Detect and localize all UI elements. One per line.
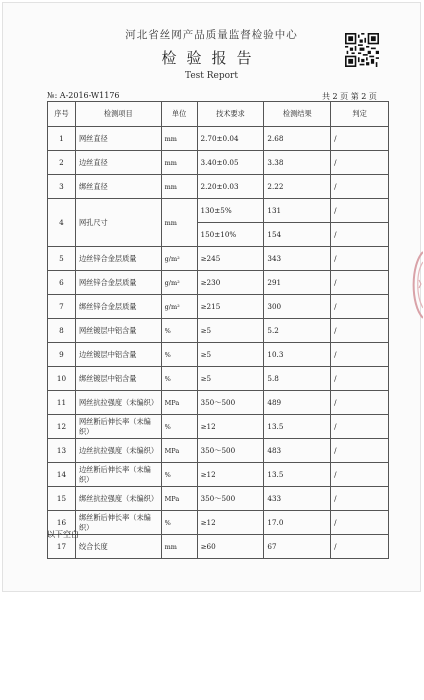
row-judgement: /	[331, 487, 389, 511]
table-row	[48, 175, 389, 199]
row-no: 15	[48, 487, 76, 511]
row-result: 300	[264, 295, 331, 319]
row-item: 网丝镀层中铝含量	[75, 319, 161, 343]
table-row	[48, 391, 389, 415]
table-row	[48, 247, 389, 271]
row-item: 边丝抗拉强度（未编织）	[75, 439, 161, 463]
header-unit: 单位	[161, 102, 197, 127]
table-row	[48, 295, 389, 319]
row-judgement: /	[331, 175, 389, 199]
row-item: 网丝直径	[75, 127, 161, 151]
row-no: 16	[48, 511, 76, 535]
row-unit: g/m²	[161, 271, 197, 295]
row-item: 绑丝直径	[75, 175, 161, 199]
table-row	[48, 343, 389, 367]
row-item: 绑丝抗拉强度（未编织）	[75, 487, 161, 511]
row-judgement: /	[331, 439, 389, 463]
table-row	[48, 463, 389, 487]
row-no: 1	[48, 127, 76, 151]
row-no: 3	[48, 175, 76, 199]
row-item: 边丝直径	[75, 151, 161, 175]
row-result: 10.3	[264, 343, 331, 367]
qr-code-icon	[345, 33, 379, 67]
row-item: 网孔尺寸	[75, 199, 161, 247]
row-unit: mm	[161, 127, 197, 151]
report-title: 检验报告	[161, 49, 262, 67]
row-item: 网丝抗拉强度（未编织）	[75, 391, 161, 415]
row-judgement: /	[331, 247, 389, 271]
row-item: 绑丝镀层中铝含量	[75, 367, 161, 391]
row-no: 11	[48, 391, 76, 415]
row-no: 12	[48, 415, 76, 439]
row-requirement: ≥245	[197, 247, 264, 271]
report-number: №: A-2016-W1176	[47, 91, 120, 100]
table-row	[48, 319, 389, 343]
row-requirement: 130±5%	[197, 199, 264, 223]
table-row	[48, 151, 389, 175]
row-item: 绑丝锌合金层质量	[75, 295, 161, 319]
row-result: 483	[264, 439, 331, 463]
row-requirement: 2.70±0.04	[197, 127, 264, 151]
table-header-row	[48, 102, 389, 127]
row-judgement: /	[331, 295, 389, 319]
row-result: 2.68	[264, 127, 331, 151]
row-requirement: ≥12	[197, 415, 264, 439]
header-requirement: 技术要求	[197, 102, 264, 127]
row-item: 网丝锌合金层质量	[75, 271, 161, 295]
row-requirement: 350～500	[197, 391, 264, 415]
row-requirement: 150±10%	[197, 223, 264, 247]
row-no: 17	[48, 535, 76, 559]
row-result: 489	[264, 391, 331, 415]
row-item: 边丝断后伸长率（未编织）	[75, 463, 161, 487]
row-no: 5	[48, 247, 76, 271]
row-no: 13	[48, 439, 76, 463]
report-page	[2, 2, 421, 592]
row-requirement: 3.40±0.05	[197, 151, 264, 175]
row-unit: MPa	[161, 487, 197, 511]
row-requirement: ≥60	[197, 535, 264, 559]
row-requirement: ≥5	[197, 367, 264, 391]
row-judgement: /	[331, 271, 389, 295]
table-row	[48, 439, 389, 463]
table-row	[48, 535, 389, 559]
row-result: 433	[264, 487, 331, 511]
header-no: 序号	[48, 102, 76, 127]
row-item: 绑丝断后伸长率（未编织）	[75, 511, 161, 535]
row-unit: MPa	[161, 439, 197, 463]
row-requirement: ≥12	[197, 511, 264, 535]
row-judgement: /	[331, 463, 389, 487]
row-result: 67	[264, 535, 331, 559]
row-judgement: /	[331, 319, 389, 343]
row-unit: mm	[161, 175, 197, 199]
row-requirement: ≥5	[197, 343, 264, 367]
row-unit: %	[161, 415, 197, 439]
row-no: 10	[48, 367, 76, 391]
row-unit: MPa	[161, 391, 197, 415]
row-judgement: /	[331, 391, 389, 415]
row-no: 2	[48, 151, 76, 175]
row-result: 5.2	[264, 319, 331, 343]
table-row	[48, 271, 389, 295]
row-requirement: ≥230	[197, 271, 264, 295]
row-result: 3.38	[264, 151, 331, 175]
row-result: 2.22	[264, 175, 331, 199]
row-unit: mm	[161, 199, 197, 247]
row-item: 网丝断后伸长率（未编织）	[75, 415, 161, 439]
row-judgement: /	[331, 535, 389, 559]
row-result: 343	[264, 247, 331, 271]
row-no: 14	[48, 463, 76, 487]
row-unit: %	[161, 367, 197, 391]
row-judgement: /	[331, 343, 389, 367]
results-table	[47, 101, 389, 559]
report-subtitle: Test Report	[185, 71, 238, 81]
header-item: 检测项目	[75, 102, 161, 127]
header-judgement: 判定	[331, 102, 389, 127]
row-judgement: /	[331, 415, 389, 439]
row-judgement: /	[331, 199, 389, 223]
row-no: 4	[48, 199, 76, 247]
row-requirement: ≥12	[197, 463, 264, 487]
row-unit: %	[161, 343, 197, 367]
row-unit: mm	[161, 535, 197, 559]
row-item: 边丝锌合金层质量	[75, 247, 161, 271]
table-row	[48, 487, 389, 511]
end-of-report-note: 以下空白	[47, 530, 79, 539]
row-judgement: /	[331, 511, 389, 535]
row-unit: %	[161, 463, 197, 487]
row-judgement: /	[331, 127, 389, 151]
row-requirement: 350～500	[197, 439, 264, 463]
header-result: 检测结果	[264, 102, 331, 127]
row-unit: mm	[161, 151, 197, 175]
row-result: 291	[264, 271, 331, 295]
row-requirement: ≥215	[197, 295, 264, 319]
row-no: 7	[48, 295, 76, 319]
row-result: 5.8	[264, 367, 331, 391]
table-row	[48, 415, 389, 439]
row-judgement: /	[331, 151, 389, 175]
row-result: 131	[264, 199, 331, 223]
table-row	[48, 199, 389, 223]
page-number: 共 2 页 第 2 页	[322, 92, 377, 101]
row-requirement: 2.20±0.03	[197, 175, 264, 199]
row-judgement: /	[331, 223, 389, 247]
table-row	[48, 511, 389, 535]
row-result: 13.5	[264, 463, 331, 487]
table-row	[48, 127, 389, 151]
row-requirement: ≥5	[197, 319, 264, 343]
row-result: 13.5	[264, 415, 331, 439]
row-unit: g/m²	[161, 295, 197, 319]
row-result: 154	[264, 223, 331, 247]
row-no: 8	[48, 319, 76, 343]
table-row	[48, 367, 389, 391]
row-judgement: /	[331, 367, 389, 391]
row-item: 绞合长度	[75, 535, 161, 559]
red-seal-stamp	[409, 250, 423, 320]
row-unit: %	[161, 319, 197, 343]
organization-name: 河北省丝网产品质量监督检验中心	[125, 29, 298, 41]
row-no: 6	[48, 271, 76, 295]
row-requirement: 350～500	[197, 487, 264, 511]
row-unit: g/m²	[161, 247, 197, 271]
row-no: 9	[48, 343, 76, 367]
row-result: 17.0	[264, 511, 331, 535]
row-item: 边丝镀层中铝含量	[75, 343, 161, 367]
row-unit: %	[161, 511, 197, 535]
